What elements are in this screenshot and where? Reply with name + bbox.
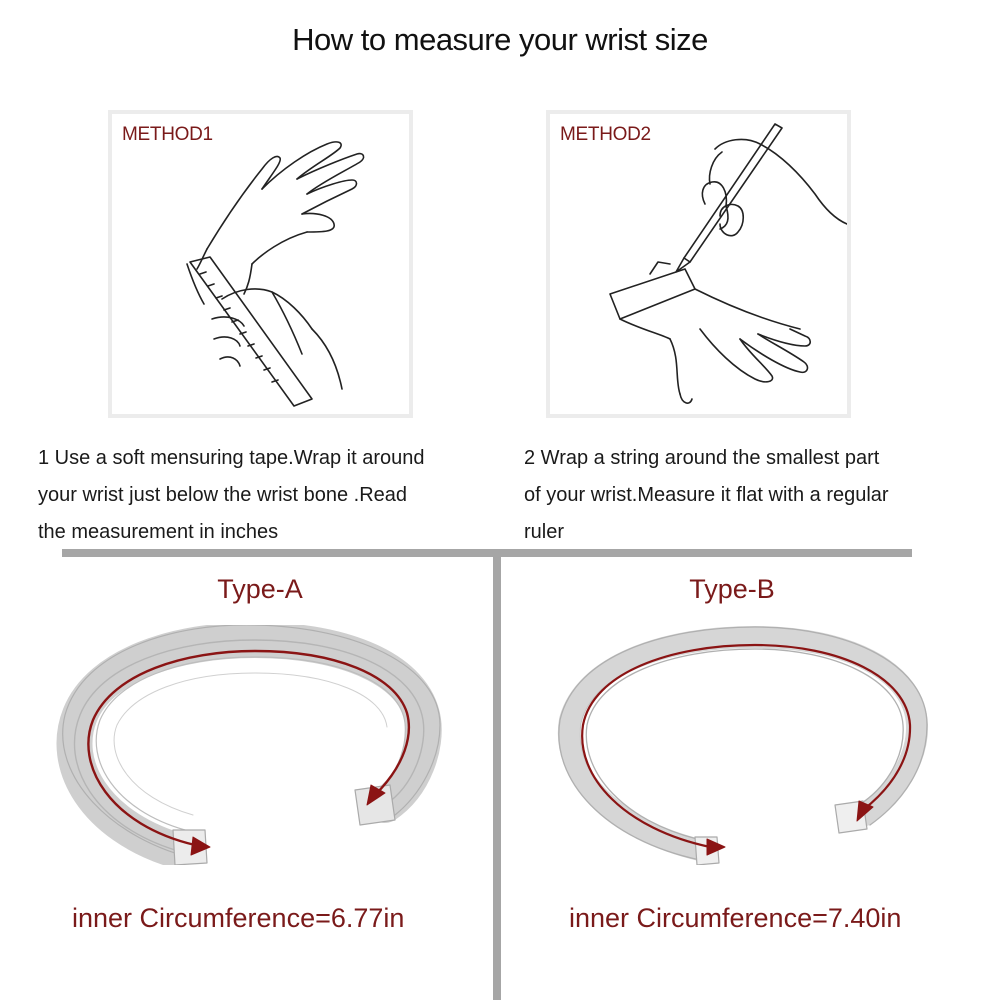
- method2-instructions: [524, 440, 984, 551]
- method2-label: METHOD2: [560, 124, 651, 145]
- hand-pen-string-icon: [550, 114, 847, 414]
- method1-instructions: [38, 440, 498, 551]
- type-b-title: Type-B: [689, 574, 775, 604]
- method1-line: your wrist just below the wrist bone .Read: [38, 484, 408, 506]
- method2-line: 2 Wrap a string around the smallest part: [524, 447, 880, 469]
- hand-measuring-tape-icon: [112, 114, 409, 414]
- cuff-bangle-icon: [545, 625, 935, 865]
- type-a-title: Type-A: [217, 574, 303, 604]
- vertical-divider: [493, 557, 501, 1000]
- method2-panel: [546, 110, 851, 418]
- method2-line: of your wrist.Measure it flat with a regular: [524, 484, 889, 506]
- method1-line: 1 Use a soft mensuring tape.Wrap it around: [38, 447, 425, 469]
- method1-label: METHOD1: [122, 124, 213, 145]
- type-a-circumference: inner Circumference=6.77in: [72, 903, 405, 933]
- type-b-circumference: inner Circumference=7.40in: [569, 903, 902, 933]
- cuff-bangle-icon: [55, 625, 445, 865]
- method2-line: ruler: [524, 521, 565, 543]
- horizontal-divider: [62, 549, 912, 557]
- method1-line: the measurement in inches: [38, 521, 279, 543]
- page-title: How to measure your wrist size: [292, 22, 708, 57]
- method1-panel: [108, 110, 413, 418]
